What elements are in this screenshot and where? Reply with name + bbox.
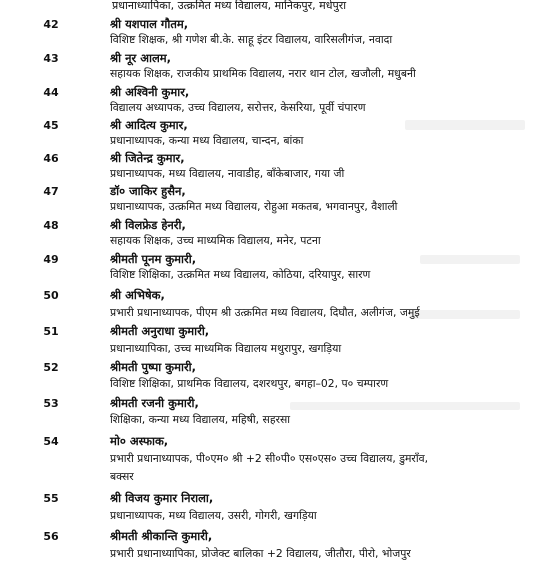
entry-name: श्री अश्विनी कुमार, <box>110 85 190 99</box>
entry-detail: विद्यालय अध्यापक, उच्च विद्यालय, सरोत्तर, केसरिया, पूर्वी चंपारण <box>110 101 366 114</box>
entry-detail: प्रधानाध्यापक, कन्या मध्य विद्यालय, चान्दन, बांका <box>110 134 304 147</box>
entry-name: श्री अभिषेक, <box>110 288 165 302</box>
entry-number: 47 <box>43 185 59 198</box>
entry-number: 53 <box>43 397 59 410</box>
show-through-mark <box>290 402 520 410</box>
entry-number: 51 <box>43 325 59 338</box>
entry-name: श्रीमती श्रीकान्ति कुमारी, <box>110 529 213 543</box>
show-through-mark <box>410 310 520 319</box>
entry-number: 50 <box>43 289 59 302</box>
entry-name: श्री विलफ्रेड हेनरी, <box>110 218 186 232</box>
entry-number: 44 <box>43 86 59 99</box>
entry-detail: प्रधानाध्यापक, मध्य विद्यालय, उसरी, गोगरी, खगड़िया <box>110 509 317 522</box>
entry-detail-continued: बक्सर <box>110 470 134 483</box>
entry-number: 42 <box>43 18 59 31</box>
entry-detail: प्रभारी प्रधानाध्यापिका, प्रोजेक्ट बालिका +2 विद्यालय, जीतौरा, पीरो, भोजपुर <box>110 547 411 560</box>
entry-name: श्री यशपाल गौतम, <box>110 17 189 31</box>
entry-detail: सहायक शिक्षक, राजकीय प्राथमिक विद्यालय, नरार थान टोल, खजौली, मधुबनी <box>110 67 416 80</box>
entry-number: 45 <box>43 119 59 132</box>
show-through-mark <box>420 255 520 264</box>
entry-name: श्री विजय कुमार निराला, <box>110 491 214 505</box>
entry-name: श्री आदित्य कुमार, <box>110 118 188 132</box>
entry-name: मो० अस्फाक, <box>110 434 169 448</box>
entry-name: डॉ० जाकिर हुसैन, <box>110 184 186 198</box>
entry-number: 55 <box>43 492 59 505</box>
show-through-mark <box>405 120 525 130</box>
entry-number: 43 <box>43 52 59 65</box>
entry-detail: सहायक शिक्षक, उच्च माध्यमिक विद्यालय, मनेर, पटना <box>110 234 321 247</box>
entry-number: 52 <box>43 361 59 374</box>
entry-detail: विशिष्ट शिक्षक, श्री गणेश बी.के. साहू इंटर विद्यालय, वारिसलीगंज, नवादा <box>110 33 393 46</box>
entry-number: 49 <box>43 253 59 266</box>
entry-number: 54 <box>43 435 59 448</box>
entry-detail: प्रभारी प्रधानाध्यापक, पीएम श्री उत्क्रमित मध्य विद्यालय, दिघौत, अलीगंज, जमुई <box>110 306 420 319</box>
entry-name: श्रीमती अनुराधा कुमारी, <box>110 324 210 338</box>
entry-name: श्रीमती पुष्पा कुमारी, <box>110 360 197 374</box>
entry-detail: विशिष्ट शिक्षिका, उत्क्रमित मध्य विद्यालय, कोठिया, दरियापुर, सारण <box>110 268 371 281</box>
entry-detail: प्रभारी प्रधानाध्यापक, पी०एम० श्री +2 सी०पी० एस०एस० उच्च विद्यालय, डुमराँव, <box>110 452 429 465</box>
entry-number: 48 <box>43 219 59 232</box>
entry-name: श्रीमती रजनी कुमारी, <box>110 396 199 410</box>
entry-detail: प्रधानाध्यापक, मध्य विद्यालय, नावाडीह, बाँकेबाजार, गया जी <box>110 167 345 180</box>
entry-detail: विशिष्ट शिक्षिका, प्राथमिक विद्यालय, दशरथपुर, बगहा–02, प० चम्पारण <box>110 377 389 390</box>
entry-name: श्री नूर आलम, <box>110 51 172 65</box>
entry-name: श्री जितेन्द्र कुमार, <box>110 151 185 165</box>
entry-detail: प्रधानाध्यापक, उत्क्रमित मध्य विद्यालय, रोहुआ मकतब, भगवानपुर, वैशाली <box>110 200 398 213</box>
entry-number: 56 <box>43 530 59 543</box>
entry-name: श्रीमती पूनम कुमारी, <box>110 252 197 266</box>
entry-detail: शिक्षिका, कन्या मध्य विद्यालय, महिषी, सहरसा <box>110 413 291 426</box>
entry-detail: प्रधानाध्यापिका, उच्च माध्यमिक विद्यालय मथुरापुर, खगड़िया <box>110 342 342 355</box>
continued-detail-line: प्रधानाध्यापिका, उत्क्रमित मध्य विद्यालय, मानिकपुर, मधेपुरा <box>112 0 347 12</box>
entry-number: 46 <box>43 152 59 165</box>
